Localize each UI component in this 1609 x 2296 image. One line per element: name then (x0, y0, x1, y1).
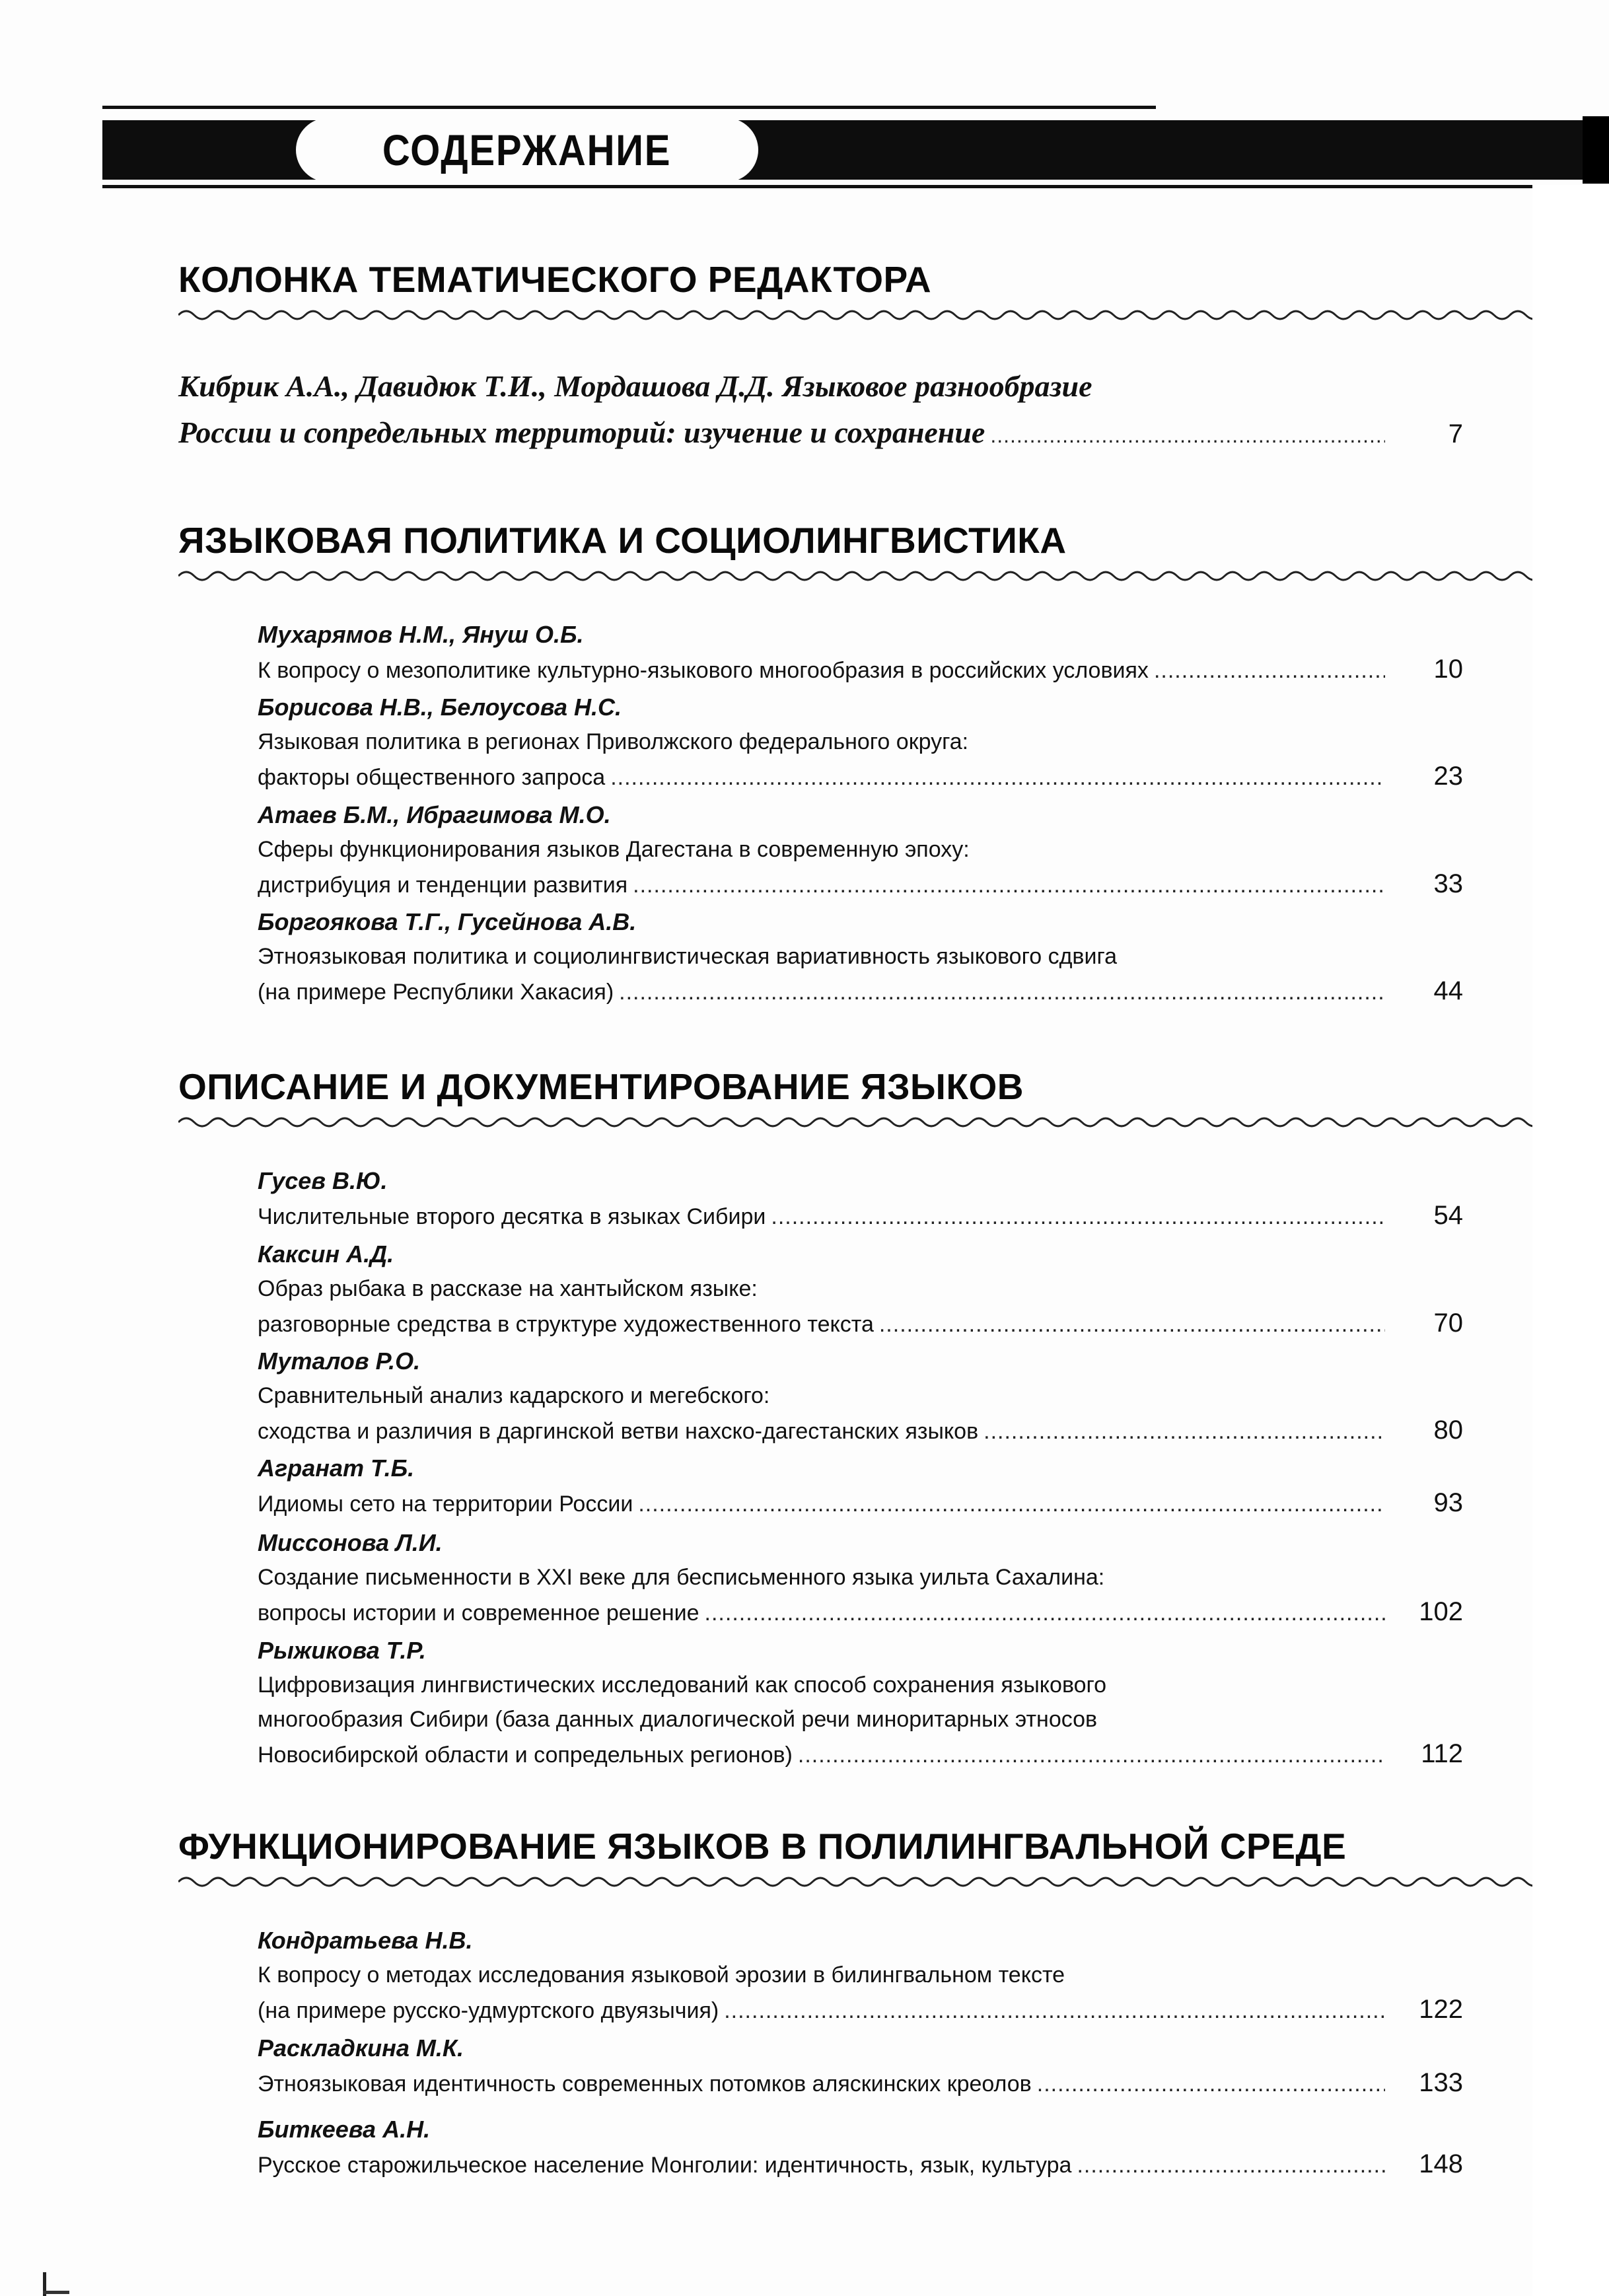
dot-leader (771, 1200, 1385, 1234)
toc-entry[interactable] (258, 1526, 1463, 1630)
scan-corner-mark (43, 2291, 69, 2294)
toc-entry[interactable] (178, 363, 1463, 458)
toc-entry[interactable] (258, 690, 1463, 795)
toc-entry[interactable] (258, 1344, 1463, 1449)
entry-author: Биткеева А.Н. (258, 2116, 431, 2143)
entry-title-line: разговорные средства в структуре художественного текста (258, 1312, 874, 1337)
entry-title-line: многообразия Сибири (база данных диалогической речи миноритарных этносов (258, 1707, 1098, 1732)
page-number: 23 (1433, 762, 1463, 791)
entry-author: Боргоякова Т.Г., Гусейнова А.В. (258, 908, 637, 935)
page-number: 148 (1419, 2149, 1463, 2178)
entry-title-line: Этноязыковая идентичность современных потомков аляскинских креолов (258, 2071, 1032, 2097)
entry-title-line: К вопросу о мезополитике культурно-языкового многообразия в российских условиях (258, 658, 1149, 683)
entry-author: Мухарямов Н.М., Януш О.Б. (258, 621, 584, 648)
page-number: 80 (1433, 1416, 1463, 1445)
entry-title-line: сходства и различия в даргинской ветви нахско-дагестанских языков (258, 1419, 979, 1444)
section-title: ФУНКЦИОНИРОВАНИЕ ЯЗЫКОВ В ПОЛИЛИНГВАЛЬНОЙ СРЕДЕ (178, 1826, 1347, 1867)
wave-path (178, 1118, 1532, 1126)
dot-leader (879, 1307, 1385, 1342)
dot-leader (1037, 2067, 1385, 2101)
entry-author: Рыжикова Т.Р. (258, 1637, 426, 1664)
header-top-rule (102, 106, 1156, 109)
wavy-divider (178, 308, 1532, 322)
entry-author: Борисова Н.В., Белоусова Н.С. (258, 694, 622, 721)
entry-title-line: Сферы функционирования языков Дагестана в современную эпоху: (258, 837, 970, 862)
page-number: 54 (1433, 1201, 1463, 1230)
dot-leader (638, 1487, 1385, 1521)
entry-author: Муталов Р.О. (258, 1347, 421, 1375)
header-bottom-rule (102, 185, 1532, 188)
entry-title-line: Создание письменности в XXI веке для бесписьменного языка уильта Сахалина: (258, 1565, 1105, 1590)
entry-title-line: России и сопредельных территорий: изучение и сохранение (178, 415, 985, 449)
section-heading-multilingual (178, 1824, 1532, 1889)
entry-title-line: Цифровизация лингвистических исследований как способ сохранения языкового (258, 1672, 1107, 1698)
entry-author: Агранат Т.Б. (258, 1454, 415, 1482)
toc-entry[interactable] (258, 1923, 1463, 2028)
toc-entry[interactable] (258, 618, 1463, 688)
entry-title-line: вопросы истории и современное решение (258, 1600, 699, 1626)
entry-title-line: Сравнительный анализ кадарского и мегебского: (258, 1383, 770, 1408)
entry-author: Кондратьева Н.В. (258, 1927, 473, 1954)
page-number: 112 (1421, 1739, 1463, 1768)
page-number: 102 (1419, 1597, 1463, 1626)
wave-path (178, 572, 1532, 580)
entry-title-line: Числительные второго десятка в языках Сибири (258, 1204, 766, 1229)
page-number: 93 (1433, 1488, 1463, 1517)
entry-title-line: (на примере Республики Хакасия) (258, 980, 614, 1005)
dot-leader (1154, 653, 1385, 688)
dot-leader (1077, 2148, 1385, 2182)
page-number: 133 (1419, 2068, 1463, 2097)
dot-leader (983, 1414, 1385, 1449)
entry-title-line: (на примере русско-удмуртского двуязычия) (258, 1998, 719, 2023)
wave-path (178, 311, 1532, 319)
entry-title-line: Языковая политика в регионах Приволжского федерального округа: (258, 729, 969, 754)
toc-entry[interactable] (258, 1633, 1463, 1772)
dot-leader (990, 412, 1385, 458)
entry-author: Раскладкина М.К. (258, 2034, 464, 2062)
dot-leader (724, 1993, 1385, 2028)
entry-title-line: Новосибирской области и сопредельных регионов) (258, 1742, 793, 1768)
wavy-divider (178, 569, 1532, 583)
section-title: ЯЗЫКОВАЯ ПОЛИТИКА И СОЦИОЛИНГВИСТИКА (178, 520, 1067, 561)
page-title: СОДЕРЖАНИЕ (382, 126, 672, 174)
dot-leader (619, 975, 1385, 1009)
header-title-pill (296, 118, 758, 182)
page-number: 122 (1419, 1995, 1463, 2024)
entry-author: Гусев В.Ю. (258, 1167, 388, 1194)
dot-leader (633, 868, 1385, 902)
page-number: 7 (1448, 419, 1463, 448)
dot-leader (798, 1738, 1385, 1772)
toc-entry[interactable] (258, 1164, 1463, 1234)
toc-entry[interactable] (258, 1451, 1463, 1521)
page-edge (1532, 185, 1609, 2296)
section-heading-language-policy (178, 519, 1532, 583)
entry-title-line: дистрибуция и тенденции развития (258, 873, 628, 898)
entry-title-line: Русское старожильческое население Монголии: идентичность, язык, культура (258, 2153, 1072, 2178)
toc-entry[interactable] (258, 2112, 1463, 2182)
dot-leader (610, 760, 1385, 795)
section-title: КОЛОНКА ТЕМАТИЧЕСКОГО РЕДАКТОРА (178, 259, 932, 300)
entry-author: Каксин А.Д. (258, 1240, 394, 1268)
dot-leader (705, 1596, 1385, 1630)
page-number: 44 (1433, 976, 1463, 1005)
page-number: 70 (1433, 1309, 1463, 1338)
entry-title-line: факторы общественного запроса (258, 765, 606, 790)
toc-entry[interactable] (258, 905, 1463, 1009)
entry-title-line: Кибрик А.А., Давидюк Т.И., Мордашова Д.Д. Языковое разнообразие (178, 369, 1092, 403)
section-heading-editor-column (178, 258, 1532, 322)
entry-author: Атаев Б.М., Ибрагимова М.О. (258, 801, 611, 828)
entry-title-line: К вопросу о методах исследования языковой эрозии в билингвальном тексте (258, 1962, 1065, 1988)
entry-title-line: Этноязыковая политика и социолингвистическая вариативность языкового сдвига (258, 944, 1118, 969)
toc-entry[interactable] (258, 1237, 1463, 1342)
entry-author: Миссонова Л.И. (258, 1529, 443, 1556)
entry-title-line: Образ рыбака в рассказе на хантыйском языке: (258, 1276, 758, 1301)
header-band-end (1583, 116, 1609, 184)
toc-entry[interactable] (258, 798, 1463, 902)
page-number: 10 (1433, 655, 1463, 684)
entry-title-line: Идиомы сето на территории России (258, 1491, 633, 1517)
wavy-divider (178, 1115, 1532, 1130)
page-number: 33 (1433, 869, 1463, 898)
toc-entry[interactable] (258, 2031, 1463, 2101)
section-heading-description-documentation (178, 1065, 1532, 1130)
wavy-divider (178, 1875, 1532, 1889)
section-title: ОПИСАНИЕ И ДОКУМЕНТИРОВАНИЕ ЯЗЫКОВ (178, 1066, 1024, 1107)
wave-path (178, 1878, 1532, 1886)
